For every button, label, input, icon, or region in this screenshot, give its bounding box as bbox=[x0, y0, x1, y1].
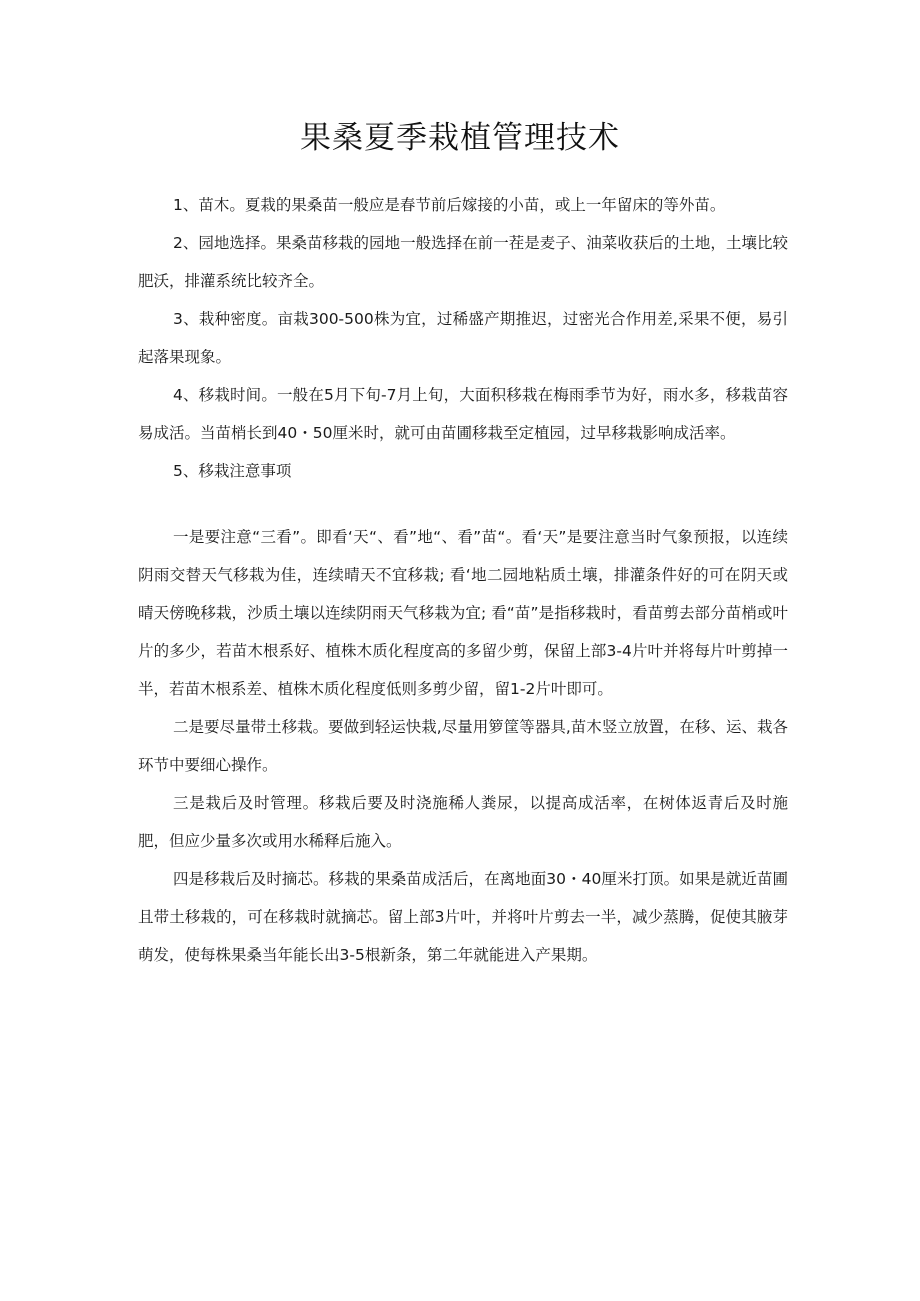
document-body bbox=[138, 186, 788, 974]
paragraph-site-selection: 2、园地选择。果桑苗移栽的园地一般选择在前一茬是麦子、油菜收获后的土地，土壤比较肥沃，排灌系统比较齐全。 bbox=[138, 234, 788, 290]
paragraph-transplant-time: 4、移栽时间。一般在5月下旬-7月上旬，大面积移栽在梅雨季节为好，雨水多，移栽苗容易成活。当苗梢长到40・50厘米时，就可由苗圃移栽至定植园，过早移栽影响成活率。 bbox=[138, 386, 788, 442]
paragraph-three-checks: 一是要注意“三看”。即看‘天“、看”地“、看”苗“。看‘天”是要注意当时气象预报，以连续阴雨交替天气移栽为佳，连续晴天不宜移栽; 看‘地二园地粘质土壤，排灌条件好的可在阴天或晴天傍晚移栽，沙质土壤以连续阴雨天气移栽为宜; 看“苗”是指移栽时，看苗剪去部分苗梢或叶片的多少，若苗木根系好、植株木质化程度高的多留少剪，保留上部3-4片叶并将每片叶剪掉一半，若苗木根系差、植株木质化程度低则多剪少留，留1-2片叶即可。 bbox=[138, 528, 788, 698]
paragraph-post-planting-care: 三是栽后及时管理。移栽后要及时浇施稀人粪尿，以提高成活率，在树体返青后及时施肥，但应少量多次或用水稀释后施入。 bbox=[138, 794, 788, 850]
paragraph-transplant-notes-heading: 5、移栽注意事项 bbox=[173, 462, 292, 480]
paragraph-seedlings: 1、苗木。夏栽的果桑苗一般应是春节前后嫁接的小苗，或上一年留床的等外苗。 bbox=[173, 196, 726, 214]
paragraph-soil-transplant: 二是要尽量带土移栽。要做到轻运快栽,尽量用箩筐等器具,苗木竖立放置，在移、运、栽各环节中要细心操作。 bbox=[138, 718, 788, 774]
paragraph-topping: 四是移栽后及时摘芯。移栽的果桑苗成活后，在离地面30・40厘米打顶。如果是就近苗圃且带土移栽的，可在移栽时就摘芯。留上部3片叶，并将叶片剪去一半，减少蒸腾，促使其腋芽萌发，使每株果桑当年能长出3-5根新条，第二年就能进入产果期。 bbox=[138, 870, 788, 964]
paragraph-planting-density: 3、栽种密度。亩栽300-500株为宜，过稀盛产期推迟，过密光合作用差,采果不便，易引起落果现象。 bbox=[138, 310, 788, 366]
document-title: 果桑夏季栽植管理技术 bbox=[300, 120, 620, 156]
